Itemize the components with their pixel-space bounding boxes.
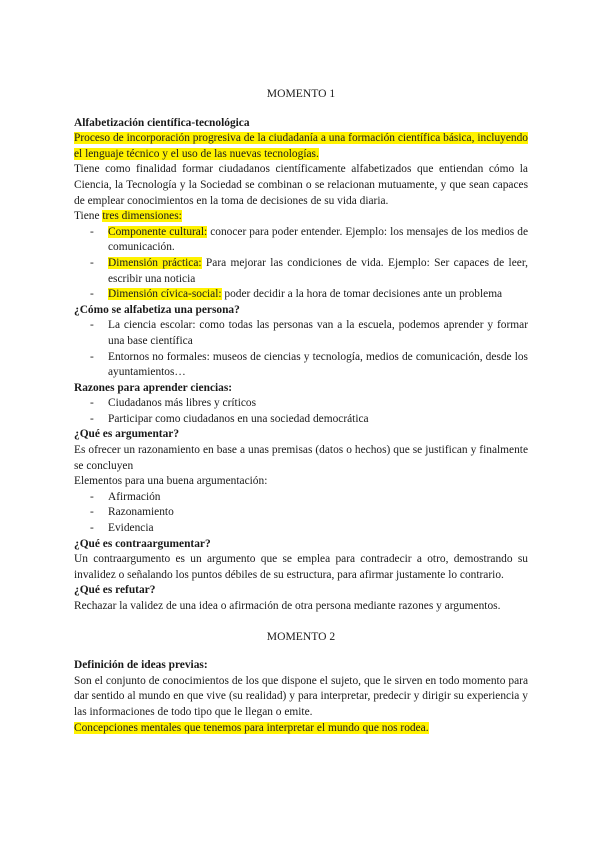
- section-heading-ideas-previas: Definición de ideas previas:: [74, 659, 208, 672]
- dash-bullet: -: [90, 319, 94, 332]
- dash-bullet: -: [90, 412, 94, 425]
- dash-bullet: -: [90, 490, 94, 503]
- ideas-previas-paragraph: Son el conjunto de conocimientos de los que dispone el sujeto, que le sirven en todo momento para dar sentido al mundo en que vive (su realidad) y para interpretar, predecir y dirigir su experiencia y las informaciones de todo tipo que le llegan o emite.: [74, 674, 528, 718]
- section-heading-alfabetizacion: Alfabetización científica-tecnológica: [74, 116, 250, 129]
- definition-paragraph: [74, 131, 528, 162]
- dash-bullet: -: [90, 256, 94, 269]
- razones-list: [74, 396, 528, 427]
- dash-bullet: -: [90, 288, 94, 301]
- dimensions-list: [74, 225, 528, 303]
- dimension-text: Para mejorar las condiciones de vida. Ejemplo: Ser capaces de leer, escribir una noticia: [108, 256, 529, 285]
- section-heading-argumentar: ¿Qué es argumentar?: [74, 428, 180, 441]
- dash-bullet: -: [90, 225, 94, 238]
- list-item-text: Razonamiento: [108, 506, 174, 519]
- section-heading-contraargumentar: ¿Qué es contraargumentar?: [74, 537, 211, 550]
- list-item: [74, 225, 528, 256]
- dimensions-intro: [74, 209, 528, 225]
- contraargumentar-paragraph: Un contraargumento es un argumento que se emplea para contradecir a otro, demostrando su invalidez o señalando los puntos débiles de su estructura, para afirmar justamente lo contrario.: [74, 553, 528, 581]
- list-item: [74, 505, 528, 521]
- dash-bullet: -: [90, 350, 94, 363]
- list-item-text: Participar como ciudadanos en una sociedad democrática: [108, 412, 369, 425]
- list-item: [74, 521, 528, 537]
- moment-2-title: MOMENTO 2: [266, 629, 336, 643]
- dimension-label: Componente cultural:: [108, 225, 208, 238]
- moment-1-title: MOMENTO 1: [266, 87, 336, 100]
- elementos-list: [74, 490, 528, 537]
- elementos-intro: Elementos para una buena argumentación:: [74, 475, 268, 488]
- dimensions-highlight: tres dimensiones:: [102, 210, 182, 223]
- section-heading-como-alfabetiza: ¿Cómo se alfabetiza una persona?: [74, 303, 240, 316]
- section-heading-razones: Razones para aprender ciencias:: [74, 381, 233, 394]
- document-page: [74, 86, 528, 736]
- dimension-text: poder decidir a la hora de tomar decisiones ante un problema: [221, 288, 503, 301]
- list-item: [74, 396, 528, 412]
- list-item-text: Evidencia: [108, 522, 154, 535]
- dimension-text: conocer para poder entender. Ejemplo: los mensajes de los medios de comunicación.: [108, 225, 529, 254]
- list-item: [74, 490, 528, 506]
- list-item-text: La ciencia escolar: como todas las personas van a la escuela, podemos aprender y formar una base científica: [108, 319, 528, 347]
- alfabetiza-list: [74, 318, 528, 380]
- highlighted-definition: Proceso de incorporación progresiva de la ciudadanía a una formación científica básica, incluyendo el lenguaje técnico y el uso de las nuevas tecnologías.: [74, 132, 528, 160]
- list-item: [74, 318, 528, 349]
- list-item: [74, 287, 528, 303]
- ideas-previas-summary: [74, 721, 528, 737]
- argumentar-paragraph: Es ofrecer un razonamiento en base a unas premisas (datos o hechos) que se justifican y finalmente se concluyen: [74, 444, 528, 472]
- highlighted-summary: Concepciones mentales que tenemos para interpretar el mundo que nos rodea.: [74, 721, 429, 734]
- dimension-label: Dimensión cívica-social:: [108, 288, 222, 301]
- list-item-text: Entornos no formales: museos de ciencias y tecnología, medios de comunicación, desde los ayuntamientos…: [108, 350, 528, 379]
- dash-bullet: -: [90, 522, 94, 535]
- dimension-label: Dimensión práctica:: [108, 256, 202, 269]
- dash-bullet: -: [90, 397, 94, 410]
- list-item: [74, 412, 528, 428]
- purpose-paragraph: Tiene como finalidad formar ciudadanos científicamente alfabetizados que entiendan cómo la Ciencia, la Tecnología y la Sociedad se combinan o se relacionan mutuamente, y que sean capaces de emplear conocimientos en la toma de decisiones de su vida diaria.: [74, 163, 528, 207]
- list-item: [74, 350, 528, 381]
- list-item: [74, 256, 528, 287]
- section-heading-refutar: ¿Qué es refutar?: [74, 584, 156, 597]
- list-item-text: Ciudadanos más libres y críticos: [108, 397, 257, 410]
- list-item-text: Afirmación: [108, 490, 161, 503]
- refutar-paragraph: Rechazar la validez de una idea o afirmación de otra persona mediante razones y argumentos.: [74, 600, 501, 612]
- dimensions-prefix: Tiene: [74, 210, 103, 223]
- dash-bullet: -: [90, 506, 94, 519]
